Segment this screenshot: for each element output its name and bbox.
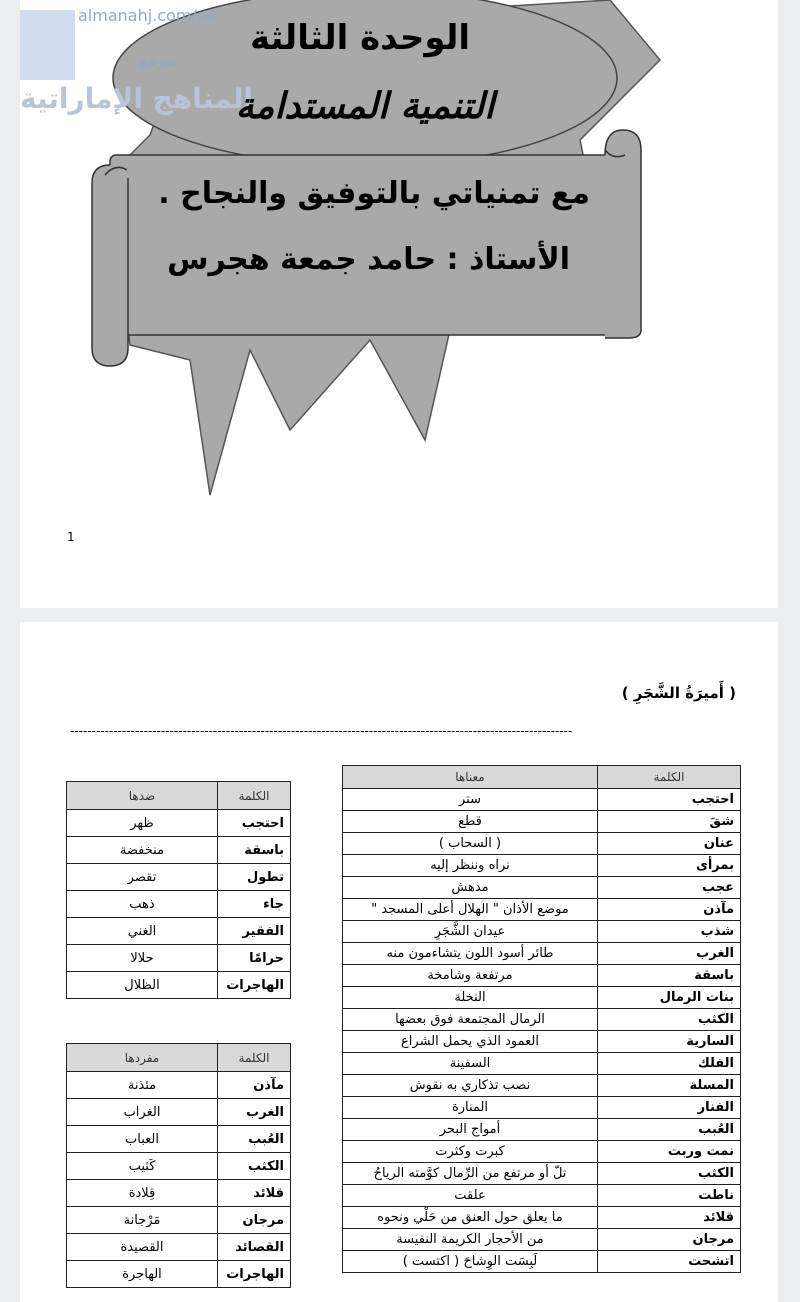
value-cell: العباب xyxy=(67,1126,218,1153)
singular-row xyxy=(67,1072,291,1099)
meaning-row xyxy=(343,1009,741,1031)
column-header: ضدها xyxy=(67,782,218,810)
value-cell: من الأحجار الكريمة النفيسة xyxy=(343,1229,598,1251)
antonym-row xyxy=(67,864,291,891)
value-cell: الهاجرة xyxy=(67,1261,218,1288)
value-cell: الغراب xyxy=(67,1099,218,1126)
cover-page xyxy=(20,0,778,608)
word-cell: احتجب xyxy=(218,810,291,837)
word-cell: بنات الرمال xyxy=(598,987,741,1009)
word-cell: نمت وربت xyxy=(598,1141,741,1163)
word-cell: عجب xyxy=(598,877,741,899)
word-cell: الغرب xyxy=(218,1099,291,1126)
teacher-name: الأستاذ : حامد جمعة هجرس xyxy=(167,242,570,277)
value-cell: ستر xyxy=(343,789,598,811)
unit-heading: الوحدة الثالثة xyxy=(249,18,471,58)
word-cell: مرجان xyxy=(598,1229,741,1251)
meaning-row xyxy=(343,855,741,877)
word-cell: مرجان xyxy=(218,1207,291,1234)
watermark-logo-main: المناهج الإماراتية xyxy=(20,82,254,115)
word-cell: تطول xyxy=(218,864,291,891)
word-cell: قلائد xyxy=(218,1180,291,1207)
singulars-table-header xyxy=(67,1044,291,1072)
word-cell: شذب xyxy=(598,921,741,943)
word-cell: القصائد xyxy=(218,1234,291,1261)
meaning-row xyxy=(343,921,741,943)
word-cell: الكثب xyxy=(598,1163,741,1185)
lesson-title: ( أَميرَةُ الشَّجَرِ ) xyxy=(621,684,736,702)
value-cell: عيدان الشَّجَرِ xyxy=(343,921,598,943)
word-cell: العُبب xyxy=(598,1119,741,1141)
antonym-row xyxy=(67,891,291,918)
meaning-row xyxy=(343,1097,741,1119)
column-header: الكلمة xyxy=(598,766,741,789)
meaning-row xyxy=(343,877,741,899)
singular-row xyxy=(67,1261,291,1288)
value-cell: كبرت وكثرت xyxy=(343,1141,598,1163)
antonyms-table-header xyxy=(67,782,291,810)
value-cell: نراه وننظر إليه xyxy=(343,855,598,877)
value-cell: العمود الذي يحمل الشراع xyxy=(343,1031,598,1053)
singular-row xyxy=(67,1126,291,1153)
word-cell: مآذن xyxy=(598,899,741,921)
meaning-row xyxy=(343,1251,741,1273)
value-cell: الظلال xyxy=(67,972,218,999)
value-cell: مرتفعة وشامخة xyxy=(343,965,598,987)
page-number: 1 xyxy=(67,530,75,544)
word-cell: باسقة xyxy=(598,965,741,987)
word-cell: الكثب xyxy=(218,1153,291,1180)
meaning-row xyxy=(343,1141,741,1163)
meaning-row xyxy=(343,1053,741,1075)
word-cell: الهاجرات xyxy=(218,972,291,999)
antonym-row xyxy=(67,810,291,837)
word-cell: شقَ xyxy=(598,811,741,833)
word-cell: حرامًا xyxy=(218,945,291,972)
word-cell: الفلك xyxy=(598,1053,741,1075)
word-cell: مآذن xyxy=(218,1072,291,1099)
word-cell: العُبب xyxy=(218,1126,291,1153)
word-cell: اتشحت xyxy=(598,1251,741,1273)
word-cell: الغرب xyxy=(598,943,741,965)
meaning-row xyxy=(343,811,741,833)
word-cell: عنان xyxy=(598,833,741,855)
word-cell: بمرأى xyxy=(598,855,741,877)
column-header: الكلمة xyxy=(218,782,291,810)
antonym-row xyxy=(67,972,291,999)
singular-row xyxy=(67,1234,291,1261)
word-cell: الفقير xyxy=(218,918,291,945)
meaning-row xyxy=(343,987,741,1009)
value-cell: نصب تذكاري به نقوش xyxy=(343,1075,598,1097)
word-cell: المسلة xyxy=(598,1075,741,1097)
singular-row xyxy=(67,1153,291,1180)
meaning-row xyxy=(343,1031,741,1053)
value-cell: لَبِسَت الوِشاحَ ( اكتست ) xyxy=(343,1251,598,1273)
antonym-row xyxy=(67,918,291,945)
value-cell: القصيدة xyxy=(67,1234,218,1261)
meaning-row xyxy=(343,965,741,987)
value-cell: طائر أسود اللون يتشاءمون منه xyxy=(343,943,598,965)
meaning-row xyxy=(343,1229,741,1251)
wish-text: مع تمنياتي بالتوفيق والنجاح . xyxy=(158,176,590,211)
cover-title: التنمية المستدامة xyxy=(235,86,495,127)
value-cell: علقت xyxy=(343,1185,598,1207)
column-header: معناها xyxy=(343,766,598,789)
value-cell: كَثيب xyxy=(67,1153,218,1180)
word-cell: الكثب xyxy=(598,1009,741,1031)
antonyms-table xyxy=(66,781,291,999)
singulars-table xyxy=(66,1043,291,1288)
value-cell: قِلادة xyxy=(67,1180,218,1207)
value-cell: أمواج البحر xyxy=(343,1119,598,1141)
value-cell: مئذنة xyxy=(67,1072,218,1099)
meaning-row xyxy=(343,899,741,921)
antonym-row xyxy=(67,837,291,864)
value-cell: ( السحاب ) xyxy=(343,833,598,855)
meaning-row xyxy=(343,789,741,811)
word-cell: باسقة xyxy=(218,837,291,864)
value-cell: ظهر xyxy=(67,810,218,837)
value-cell: المنارة xyxy=(343,1097,598,1119)
word-cell: قلائد xyxy=(598,1207,741,1229)
singular-row xyxy=(67,1207,291,1234)
value-cell: قطع xyxy=(343,811,598,833)
watermark-square xyxy=(20,10,75,80)
value-cell: تلّ أو مرتفع من الرِّمال كوَّمته الرياحُ xyxy=(343,1163,598,1185)
vocabulary-page xyxy=(20,622,778,1302)
value-cell: السفينة xyxy=(343,1053,598,1075)
value-cell: تقصر xyxy=(67,864,218,891)
value-cell: النخلة xyxy=(343,987,598,1009)
word-cell: الهاجرات xyxy=(218,1261,291,1288)
meaning-row xyxy=(343,833,741,855)
value-cell: الغني xyxy=(67,918,218,945)
word-cell: جاء xyxy=(218,891,291,918)
word-cell: احتجب xyxy=(598,789,741,811)
value-cell: منخفضة xyxy=(67,837,218,864)
value-cell: موضع الأذان " الهلال أعلى المسجد " xyxy=(343,899,598,921)
word-cell: السارية xyxy=(598,1031,741,1053)
value-cell: الرمال المجتمعة فوق بعضها xyxy=(343,1009,598,1031)
watermark-url: almanahj.com/ae xyxy=(78,6,217,25)
meaning-row xyxy=(343,1207,741,1229)
value-cell: ذهب xyxy=(67,891,218,918)
singular-row xyxy=(67,1180,291,1207)
word-cell: الفنار xyxy=(598,1097,741,1119)
section-divider: -------------------------------------------------------------------------------------------------------------------- xyxy=(70,724,573,738)
antonym-row xyxy=(67,945,291,972)
meaning-row xyxy=(343,1163,741,1185)
singular-row xyxy=(67,1099,291,1126)
column-header: مفردها xyxy=(67,1044,218,1072)
meaning-row xyxy=(343,1185,741,1207)
meaning-row xyxy=(343,1119,741,1141)
value-cell: ما يعلق حول العنق من حَلْي ونحوه xyxy=(343,1207,598,1229)
watermark-logo-top: موقع xyxy=(138,52,177,70)
meanings-table xyxy=(342,765,741,1273)
column-header: الكلمة xyxy=(218,1044,291,1072)
value-cell: حلالا xyxy=(67,945,218,972)
value-cell: مدهش xyxy=(343,877,598,899)
value-cell: مَرْجانة xyxy=(67,1207,218,1234)
meaning-row xyxy=(343,1075,741,1097)
meanings-table-header xyxy=(343,766,741,789)
word-cell: ناطت xyxy=(598,1185,741,1207)
meaning-row xyxy=(343,943,741,965)
